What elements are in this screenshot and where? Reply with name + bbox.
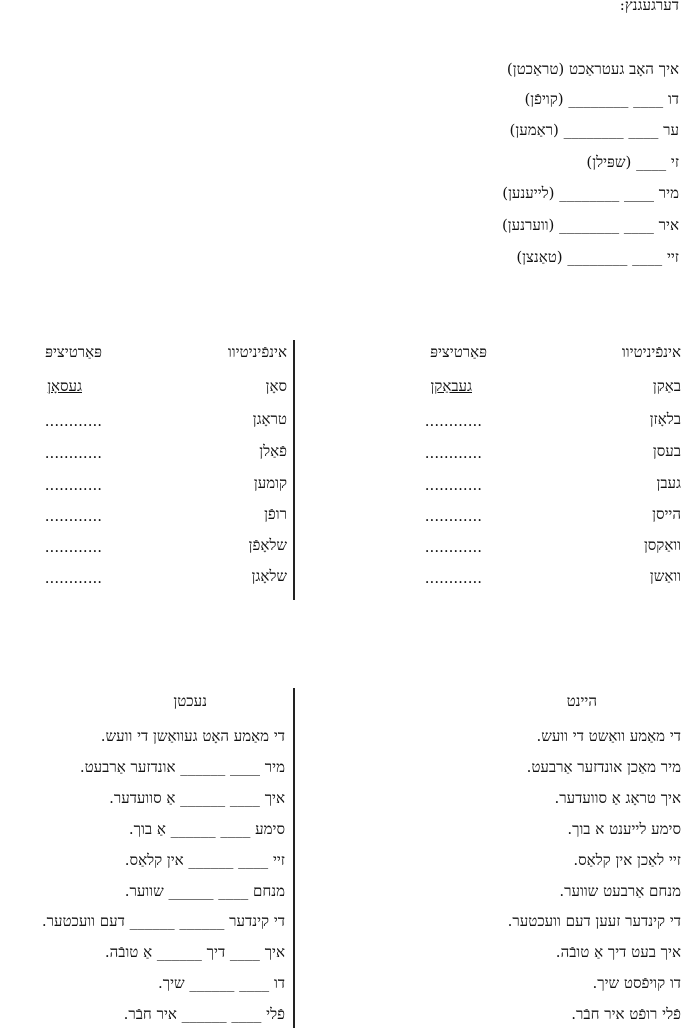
past-tense-row: מיר ____ ________ (לייענען) [502,184,679,202]
verb-infinitive: וואַקסן [643,536,681,554]
infinitive-header: אינפֿיניטיוו [621,343,681,361]
today-sentence: די מאַמע וואַשט די וועש. [536,727,681,745]
past-tense-row: דו ____ ________ (קויפֿן) [524,90,679,108]
yesterday-sentence: איך ____ ______ אַ סוועדער. [109,789,285,807]
today-sentence: מיר מאַכן אונדזער אַרבעט. [526,758,681,776]
example-infinitive: סאָן [265,377,287,395]
verb-infinitive: הייסן [652,505,681,523]
today-sentence: זיי לאַכן אין קלאַס. [573,851,681,869]
yesterday-sentence: זיי ____ ______ אין קלאַס. [124,851,285,869]
yesterday-sentence: מיר ____ ______ אונדזער אַרבעט. [79,758,285,776]
participle-blank: ............ [44,412,102,430]
yesterday-sentence: סימע ____ ______ אַ בוך. [128,820,285,838]
yesterday-title: נעכטן [173,692,207,710]
today-sentence: סימע לייענט א בוך. [567,820,681,838]
past-tense-row: זיי ____ ________ (טאַנצן) [516,248,679,266]
verb-infinitive: קומען [253,474,287,492]
participle-blank: ............ [44,507,102,525]
verb-infinitive: שלאָפֿן [248,536,287,554]
yesterday-sentence: פֿלי ____ ______ איר חבֿר. [123,1005,285,1023]
table-divider [293,340,295,600]
past-tense-row: ער ____ ________ (ראַמען) [509,121,679,139]
participle-blank: ............ [424,476,482,494]
today-title: היינט [566,692,597,710]
verb-infinitive: רופֿן [264,505,287,523]
yesterday-sentence: די מאַמע האָט געוואַשן די וועש. [100,727,285,745]
verb-infinitive: שלאָגן [251,567,287,585]
past-tense-row: זי ____ (שפּילן) [586,153,679,171]
participle-blank: ............ [44,444,102,462]
participle-blank: ............ [44,569,102,587]
yesterday-sentence: מנחם ____ ______ שווער. [124,882,285,900]
today-sentence: פֿלי רופֿט איר חבֿר. [571,1005,681,1023]
verb-infinitive: וואַשן [649,567,681,585]
participle-blank: ............ [424,507,482,525]
verb-infinitive: בלאָזן [649,410,681,428]
example-participle: געבאַקן [430,377,472,395]
header-fragment: דערגעגנץ: [619,0,679,14]
today-sentence: מנחם אַרבעט שווער. [559,882,681,900]
past-tense-prompt: איך האָב געטראַכט (טראַכטן) [506,60,679,78]
verb-infinitive: טראָגן [252,410,287,428]
today-sentence: איך טראָג אַ סוועדער. [554,789,681,807]
participle-blank: ............ [44,538,102,556]
today-sentence: דו קויפֿסט שיך. [592,974,681,992]
example-participle: געסאָן [47,377,82,395]
participle-blank: ............ [424,569,482,587]
verb-infinitive: פֿאַלן [259,442,287,460]
yesterday-sentence: איך ____ דיך ______ אַ טובֿה. [104,943,285,961]
infinitive-header: אינפֿיניטיוו [227,343,287,361]
yesterday-sentence: דו ____ ______ שיך. [157,974,285,992]
participle-blank: ............ [424,538,482,556]
past-tense-row: איר ____ ________ (ווערנען) [501,216,679,234]
verb-infinitive: געבן [656,474,681,492]
today-sentence: די קינדער זעען דעם וועכטער. [507,912,681,930]
participle-header: פּאַרטיציפּ [430,343,487,361]
today-sentence: איך בעט דיך אַ טובֿה. [555,943,681,961]
participle-blank: ............ [424,412,482,430]
example-infinitive: באַקן [652,377,681,395]
verb-infinitive: בעסן [652,442,681,460]
yesterday-sentence: די קינדער ______ ______ דעם וועכטער. [41,912,285,930]
participle-header: פּאַרטיציפּ [45,343,102,361]
sentences-divider [293,688,295,1028]
participle-blank: ............ [424,444,482,462]
participle-blank: ............ [44,476,102,494]
